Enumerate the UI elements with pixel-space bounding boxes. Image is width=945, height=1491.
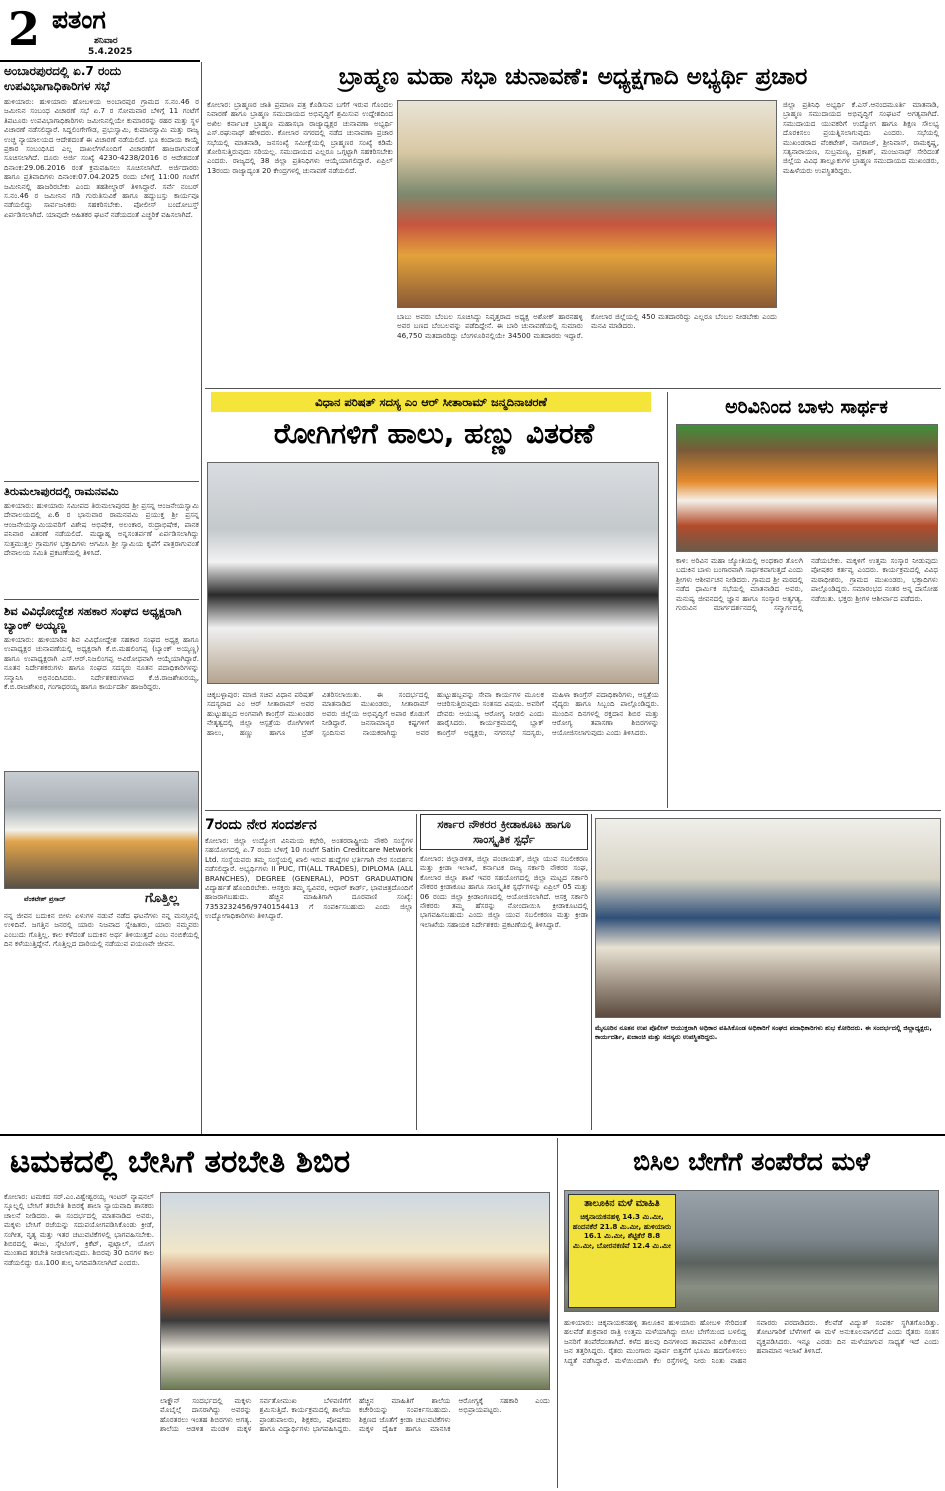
rain-info-box — [568, 1194, 676, 1308]
story-body: ಕಾಳಿ: ಅರಿವಿನ ಮಹಾ ಜ್ಯೋತಿಯಲ್ಲಿ ಅಂಧಕಾರ ತೊಲಗಿ ಬದುಕಿನ ಬಾಳು ಬಂಗಾರವಾಗಿ ಸಾರ್ಥಕವಾಗುತ್ತದೆ ಎಂದು ಶ್ರೀಗಳು ಆಶೀರ್ವಚನ ನೀಡಿದರು. ಗ್ರಾಮದ ಶ್ರೀ ಮಠದಲ್ಲಿ ನಡೆದ ಧಾರ್ಮಿಕ ಸಭೆಯಲ್ಲಿ ಮಾತನಾಡಿದ ಅವರು, ಮನುಷ್ಯ ಜೀವನದಲ್ಲಿ ಜ್ಞಾನ ಹಾಗೂ ಸಂಸ್ಕಾರ ಅತ್ಯಗತ್ಯ. ಗುರುವಿನ ಮಾರ್ಗದರ್ಶನದಲ್ಲಿ ಸನ್ಮಾರ್ಗದಲ್ಲಿ ನಡೆಯಬೇಕು. ಮಕ್ಕಳಿಗೆ ಉತ್ತಮ ಸಂಸ್ಕಾರ ನೀಡುವುದು ಪೋಷಕರ ಕರ್ತವ್ಯ ಎಂದರು. ಕಾರ್ಯಕ್ರಮದಲ್ಲಿ ವಿವಿಧ ಮಠಾಧೀಶರು, ಗ್ರಾಮದ ಮುಖಂಡರು, ಭಕ್ತಾದಿಗಳು ಪಾಲ್ಗೊಂಡಿದ್ದರು. ಸಮಾರಂಭದ ನಂತರ ಅನ್ನ ದಾಸೋಹ ನಡೆಯಿತು. ಭಕ್ತರು ಶ್ರೀಗಳ ಆಶೀರ್ವಾದ ಪಡೆದರು. — [676, 556, 938, 613]
milk-story — [205, 392, 663, 808]
column-divider — [591, 814, 592, 1130]
story-body: ಕೋಲಾರ: ಟಮಕದ ಸರ್.ಎಂ.ವಿಶ್ವೇಶ್ವರಯ್ಯ ಇಂಟರ್ ನ್ಯಾಷನಲ್ ಸ್ಕೂಲ್ನಲ್ಲಿ ಬೇಸಿಗೆ ತರಬೇತಿ ಶಿಬಿರಕ್ಕೆ ಶಾಲಾ ನ್ಯಾಯವಾದಿ ಶಾಸಕರು ಚಾಲನೆ ನೀಡಿದರು. ಈ ಸಂದರ್ಭದಲ್ಲಿ ಮಾತನಾಡಿದ ಅವರು, ಮಕ್ಕಳು ಬೇಸಿಗೆ ರಜೆಯನ್ನು ಸದುಪಯೋಗಪಡಿಸಿಕೊಂಡು ಕ್ರೀಡೆ, ಸಂಗೀತ, ನೃತ್ಯ ಮತ್ತು ಇತರ ಚಟುವಟಿಕೆಗಳಲ್ಲಿ ಭಾಗವಹಿಸಬೇಕು. ಶಿಬಿರದಲ್ಲಿ ಈಜು, ಸ್ಕೇಟಿಂಗ್, ಕ್ರಿಕೆಟ್, ಫುಟ್ಬಾಲ್, ಯೋಗ ಮುಂತಾದ ತರಬೇತಿ ನೀಡಲಾಗುವುದು. ಶಿಬಿರವು 30 ದಿನಗಳ ಕಾಲ ನಡೆಯಲಿದ್ದು ರೂ.100 ಶುಲ್ಕ ನಿಗದಿಪಡಿಸಲಾಗಿದೆ ಎಂದರು. — [4, 1192, 154, 1267]
office-photo-block — [595, 814, 941, 1130]
news-photo — [160, 1192, 550, 1390]
news-photo — [207, 462, 659, 684]
divider — [205, 810, 941, 811]
headline: 7ರಂದು ನೇರ ಸಂದರ್ಶನ — [205, 817, 317, 833]
story-body: ಹುಳಿಯಾರು: ಹುಳಿಯಾರು ಹೋಬಳಿಯ ಅಂಬಾರಪುರ ಗ್ರಾಮದ ಸ.ನಂ.46 ರ ಜಮೀನಿನ ಸಂಬಂಧ ವಿಚಾರಣೆ ಸಭೆ ಏ.7 ರ ಸೋಮವಾರ ಬೆಳಿಗ್ಗೆ 11 ಗಂಟೆಗೆ ತಿಪಟೂರು ಉಪವಿಭಾಗಾಧಿಕಾರಿಗಳು ಜಮೀನಿನಲ್ಲಿಯೇ ಕುಮಾರರನ್ನು ಠಹರ ಮತ್ತು ಸ್ಥಳ ವಿಚಾರಣೆ ನಡೆಸಲಿದ್ದಾರೆ. ಸಿದ್ದಲಿಂಗೇಗೌಡ, ಪ್ರಭುಸ್ವಾಮಿ, ಕುಮಾರಸ್ವಾಮಿ ಮತ್ತು ರಾಜ್ಯ ಉಚ್ಚ ನ್ಯಾಯಾಲಯದ ಆದೇಶದಂತೆ ಈ ವಿಚಾರಣೆ ನಡೆಯಲಿದೆ. ಭೂ ಕಂದಾಯ ಕಾಯ್ದೆ ಪ್ರಕಾರ ಸಂಬಂಧಿಸಿದ ಎಲ್ಲ ದಾಖಲೆಗಳೊಂದಿಗೆ ವಿಚಾರಣೆಗೆ ಹಾಜರಾಗುವಂತೆ ಸೂಚಿಸಲಾಗಿದೆ. ದೂರು ಅರ್ಜಿ ಸಂಖ್ಯೆ 4230-4238/2016 ರ ಆದೇಶದಂತೆ ದಿನಾಂಕ:29.06.2016 ರಂತೆ ಕ್ರಮವಹಿಸಲು ಸೂಚಿಸಲಾಗಿದೆ. ಅರ್ಜಿದಾರರು ಹಾಗೂ ಪ್ರತಿವಾದಿಗಳು ದಿನಾಂಕ:07.04.2025 ರಂದು ಬೆಳಿಗ್ಗೆ 11:00 ಗಂಟೆಗೆ ಜಮೀನಿನಲ್ಲಿ ಹಾಜರಿರಬೇಕು ಎಂದು ತಹಶೀಲ್ದಾರ್ ತಿಳಿಸಿದ್ದಾರೆ. ಸರ್ವೆ ನಂಬರ್ ಸ.ನಂ.46 ರ ಜಮೀನಿನ ಗಡಿ ಗುರುತಿಸುವಿಕೆ ಹಾಗೂ ಹದ್ದುಬಸ್ತು ಕಾರ್ಯವೂ ನಡೆಯಲಿದ್ದು ಸಾರ್ವಜನಿಕರು ಸಹಕರಿಸಬೇಕು. ಪೋಲೀಸ್ ಬಂದೋಬಸ್ತ್ ಏರ್ಪಡಿಸಲಾಗಿದೆ. ಯಾವುದೇ ಅಹಿತಕರ ಘಟನೆ ನಡೆಯದಂತೆ ಎಚ್ಚರಿಕೆ ವಹಿಸಲಾಗಿದೆ. — [4, 97, 199, 219]
left-column — [4, 64, 199, 1134]
info-body: ಚಿಕ್ಕನಾಯಕನಹಳ್ಳಿ 14.3 ಮಿ.ಮೀ, ಹಂದನಕೆರೆ 21.8 ಮಿ.ಮೀ, ಹುಳಿಯಾರು 16.1 ಮಿ.ಮೀ, ಶೆಟ್ಟಿಕೆರೆ 8.8 ಮಿ.ಮೀ, ಬೋರನಕಣಿವೆ 12.4 ಮಿ.ಮೀ — [572, 1212, 672, 1250]
divider — [0, 1134, 945, 1136]
story-body: ಕೋಲಾರ: ಜಿಲ್ಲಾ ಉದ್ಯೋಗ ವಿನಿಮಯ ಕಛೇರಿ, ಅಂತರರಾಷ್ಟ್ರೀಯ ನೌಕರಿ ಸಂಸ್ಥೆಗಳ ಸಹಯೋಗದಲ್ಲಿ ಏ.7 ರಂದು ಬೆಳಿಗ್ಗೆ 10 ಗಂಟೆಗೆ Satin Creditcare Network Ltd. ಸಂಸ್ಥೆಯವರು ತಮ್ಮ ಸಂಸ್ಥೆಯಲ್ಲಿ ಖಾಲಿ ಇರುವ ಹುದ್ದೆಗಳ ಭರ್ತಿಗಾಗಿ ನೇರ ಸಂದರ್ಶನ ನಡೆಸಲಿದ್ದಾರೆ. ಅಭ್ಯರ್ಥಿಗಳು II PUC, ITI(ALL TRADES), DIPLOMA (ALL BRANCHES), DEGREE (GENERAL), POST GRADUATION ವಿದ್ಯಾರ್ಹತೆ ಹೊಂದಿರಬೇಕು. ಆಸಕ್ತರು ತಮ್ಮ ಸ್ವವಿವರ, ಆಧಾರ್ ಕಾರ್ಡ್, ಭಾವಚಿತ್ರದೊಂದಿಗೆ ಹಾಜರಾಗಬಹುದು. ಹೆಚ್ಚಿನ ಮಾಹಿತಿಗಾಗಿ ದೂರವಾಣಿ ಸಂಖ್ಯೆ: 7353232456/9740154413 ಗೆ ಸಂಪರ್ಕಿಸಬಹುದು ಎಂದು ಜಿಲ್ಲಾ ಉದ್ಯೋಗಾಧಿಕಾರಿಗಳು ತಿಳಿಸಿದ್ದಾರೆ. — [205, 836, 413, 921]
divider — [4, 481, 199, 482]
story-body: ಬಾಬು ಅವರು ಬೆಂಬಲ ಸೂಚಿಸಿದ್ದು ನಿವೃತ್ತರಾದ ಅಧ್ಯಕ್ಷ ಅಶೋಕ್ ಹಾರನಹಳ್ಳಿ ಅವರ ಬಣದ ಬೆಂಬಲವನ್ನು ಪಡೆದಿದ್ದೇನೆ. ಈ ಬಾರಿ ಚುನಾವಣೆಯಲ್ಲಿ ಸುಮಾರು 46,750 ಮತದಾರರಿದ್ದು ಬೆಂಗಳೂರಿನಲ್ಲಿಯೇ 34500 ಮತದಾರರು ಇದ್ದಾರೆ. ಕೋಲಾರ ಜಿಲ್ಲೆಯಲ್ಲಿ 450 ಮತದಾರರಿದ್ದು ಎಲ್ಲರೂ ಬೆಂಬಲ ನೀಡಬೇಕು ಎಂದು ಮನವಿ ಮಾಡಿದರು. — [397, 312, 777, 340]
photo-caption: ಮೈಸೂರಿನ ನೂತನ ಉಪ ಪೊಲೀಸ್ ಆಯುಕ್ತರಾಗಿ ಅಧಿಕಾರ ವಹಿಸಿಕೊಂಡ ಅಧಿಕಾರಿಗೆ ಸಂಘದ ಪದಾಧಿಕಾರಿಗಳು ಶುಭ ಕೋರಿದರು. ಈ ಸಂದರ್ಭದಲ್ಲಿ ಜಿಲ್ಲಾಧ್ಯಕ್ಷರು, ಕಾರ್ಯದರ್ಶಿ, ಖಜಾಂಚಿ ಮತ್ತು ಸದಸ್ಯರು ಉಪಸ್ಥಿತರಿದ್ದರು. — [595, 1024, 932, 1041]
news-photo — [595, 818, 941, 1018]
story-headline: ಅಂಬಾರಪುರದಲ್ಲಿ ಏ.7 ರಂದು ಉಪವಿಭಾಗಾಧಿಕಾರಿಗಳ ಸಭೆ — [4, 64, 122, 93]
masthead-title: ಪತಂಗ — [52, 5, 106, 34]
masthead-day: ಶನಿವಾರ — [94, 36, 118, 46]
story-body: ಹುಳಿಯಾರು: ಹುಳಿಯಾರು ಸಮೀಪದ ತಿರುಮಲಾಪುರದ ಶ್ರೀ ಪ್ರಸನ್ನ ಆಂಜನೇಯಸ್ವಾಮಿ ದೇವಾಲಯದಲ್ಲಿ ಏ.6 ರ ಭಾನುವಾರ ರಾಮನವಮಿ ಪ್ರಯುಕ್ತ ಶ್ರೀ ಪ್ರಸನ್ನ ಆಂಜನೇಯಸ್ವಾಮಿಯವರಿಗೆ ವಿಶೇಷ ಅಭಿಷೇಕ, ಅಲಂಕಾರ, ರುದ್ರಾಭಿಷೇಕ, ಪಾನಕ ಪನಿವಾರ ವಿತರಣೆ ನಡೆಯಲಿದೆ. ಮಧ್ಯಾಹ್ನ ಅನ್ನಸಂತರ್ಪಣೆ ಏರ್ಪಡಿಸಲಾಗಿದ್ದು ಸುತ್ತಮುತ್ತಲ ಗ್ರಾಮಗಳ ಭಕ್ತಾದಿಗಳು ಆಗಮಿಸಿ ಶ್ರೀ ಸ್ವಾಮಿಯ ಕೃಪೆಗೆ ಪಾತ್ರರಾಗುವಂತೆ ದೇವಾಲಯ ಸಮಿತಿ ಪ್ರಕಟಣೆಯಲ್ಲಿ ತಿಳಿಸಿದೆ. — [4, 501, 199, 558]
story-body: ಜಿಲ್ಲಾ ಪ್ರತಿನಿಧಿ ಅಭ್ಯರ್ಥಿ ಕೆ.ಎಸ್.ಆನಂದಮೂರ್ತಿ ಮಾತನಾಡಿ, ಬ್ರಾಹ್ಮಣ ಸಮುದಾಯದ ಅಭಿವೃದ್ಧಿಗೆ ಸಂಘಟನೆ ಅಗತ್ಯವಾಗಿದೆ. ಸಮುದಾಯದ ಯುವಕರಿಗೆ ಉದ್ಯೋಗ ಹಾಗೂ ಶಿಕ್ಷಣ ಸೌಲಭ್ಯ ದೊರಕಿಸಲು ಪ್ರಯತ್ನಿಸಲಾಗುವುದು ಎಂದರು. ಸಭೆಯಲ್ಲಿ ಮುಖಂಡರಾದ ವೆಂಕಟೇಶ್, ನಾಗರಾಜ್, ಶ್ರೀನಿವಾಸ್, ರಾಮಕೃಷ್ಣ, ಸತ್ಯನಾರಾಯಣ, ಸುಬ್ರಮಣ್ಯ, ಪ್ರಕಾಶ್, ಮಂಜುನಾಥ್ ಸೇರಿದಂತೆ ಜಿಲ್ಲೆಯ ವಿವಿಧ ತಾಲ್ಲೂಕುಗಳ ಬ್ರಾಹ್ಮಣ ಸಮುದಾಯದ ಮುಖಂಡರು, ಮಹಿಳೆಯರು ಉಪಸ್ಥಿತರಿದ್ದರು. — [783, 100, 939, 175]
headline: ಬಿಸಿಲ ಬೇಗೆಗೆ ತಂಪೆರೆದ ಮಳೆ — [633, 1147, 870, 1176]
rain-story — [562, 1138, 941, 1488]
headline: ಬ್ರಾಹ್ಮಣ ಮಹಾ ಸಭಾ ಚುನಾವಣೆ: ಅಧ್ಯಕ್ಷಗಾದಿ ಅಭ್ಯರ್ಥಿ ಪ್ರಚಾರ — [338, 64, 808, 90]
headline: ರೋಗಿಗಳಿಗೆ ಹಾಲು, ಹಣ್ಣು ವಿತರಣೆ — [273, 417, 595, 450]
headline: ಅರಿವಿನಿಂದ ಬಾಳು ಸಾರ್ಥಕ — [725, 396, 888, 418]
top-story — [205, 60, 941, 386]
story-body: ಹುಳಿಯಾರು: ಚಿಕ್ಕನಾಯಕನಹಳ್ಳಿ ತಾಲೂಕಿನ ಹುಳಿಯಾರು ಹೋಬಳಿ ಸೇರಿದಂತೆ ಹಲವೆಡೆ ಶುಕ್ರವಾರ ರಾತ್ರಿ ಉತ್ತಮ ಮಳೆಯಾಗಿದ್ದು ಬಿಸಿಲ ಬೇಗೆಯಿಂದ ಬಳಲಿದ್ದ ಜನರಿಗೆ ತಂಪೆರೆದಂತಾಗಿದೆ. ಕಳೆದ ಹಲವು ದಿನಗಳಿಂದ ತಾಪಮಾನ ಏರಿಕೆಯಿಂದ ಜನ ತತ್ತರಿಸಿದ್ದರು. ರೈತರು ಮುಂಗಾರು ಪೂರ್ವ ಬಿತ್ತನೆಗೆ ಭೂಮಿ ಹದಗೊಳಿಸಲು ಸಿದ್ಧತೆ ನಡೆಸಿದ್ದಾರೆ. ಮಳೆಯಿಂದಾಗಿ ಕೆಲ ರಸ್ತೆಗಳಲ್ಲಿ ನೀರು ನಿಂತು ವಾಹನ ಸವಾರರು ಪರದಾಡಿದರು. ಕೆಲವೆಡೆ ವಿದ್ಯುತ್ ಸಂಪರ್ಕ ಸ್ಥಗಿತಗೊಂಡಿತ್ತು. ತೋಟಗಾರಿಕೆ ಬೆಳೆಗಳಿಗೆ ಈ ಮಳೆ ಅನುಕೂಲವಾಗಲಿದೆ ಎಂದು ರೈತರು ಸಂತಸ ವ್ಯಕ್ತಪಡಿಸಿದರು. ಇನ್ನೂ ಎರಡು ದಿನ ಮಳೆಯಾಗುವ ಸಾಧ್ಯತೆ ಇದೆ ಎಂದು ಹವಾಮಾನ ಇಲಾಖೆ ತಿಳಿಸಿದೆ. — [564, 1318, 939, 1365]
page-number: 2 — [8, 3, 41, 56]
story-headline: ಶಿವ ವಿವಿಧೋದ್ದೇಶ ಸಹಕಾರ ಸಂಘದ ಅಧ್ಯಕ್ಷರಾಗಿ ಬ್ಯಾಂಕ್ ಅಯ್ಯಣ್ಣ — [4, 604, 182, 632]
column-divider — [667, 392, 668, 808]
story-body: ಲಾಕ್ಡೌನ್ ಸಂದರ್ಭದಲ್ಲಿ ಮಕ್ಕಳು ಮೊಬೈಲ್ಗೆ ದಾಸರಾಗಿದ್ದು ಅವರನ್ನು ಹೊರತರಲು ಇಂತಹ ಶಿಬಿರಗಳು ಅಗತ್ಯ. ಶಾಲೆಯ ಆಡಳಿತ ಮಂಡಳಿ ಮಕ್ಕಳ ಸರ್ವತೋಮುಖ ಬೆಳವಣಿಗೆಗೆ ಶ್ರಮಿಸುತ್ತಿದೆ. ಕಾರ್ಯಕ್ರಮದಲ್ಲಿ ಶಾಲೆಯ ಪ್ರಾಂಶುಪಾಲರು, ಶಿಕ್ಷಕರು, ಪೋಷಕರು ಹಾಗೂ ವಿದ್ಯಾರ್ಥಿಗಳು ಭಾಗವಹಿಸಿದ್ದರು. ಹೆಚ್ಚಿನ ಮಾಹಿತಿಗೆ ಶಾಲೆಯ ಕಚೇರಿಯನ್ನು ಸಂಪರ್ಕಿಸಬಹುದು. ಶಿಕ್ಷಣದ ಜೊತೆಗೆ ಕ್ರೀಡಾ ಚಟುವಟಿಕೆಗಳು ಮಕ್ಕಳ ದೈಹಿಕ ಹಾಗೂ ಮಾನಸಿಕ ಆರೋಗ್ಯಕ್ಕೆ ಸಹಕಾರಿ ಎಂದು ಅಭಿಪ್ರಾಯಪಟ್ಟರು. — [160, 1396, 550, 1434]
news-photo — [4, 771, 199, 889]
story-headline: ಗೊತ್ತಿಲ್ಲ — [145, 891, 179, 906]
story-body: ಕೋಲಾರ: ಜಿಲ್ಲಾಡಳಿತ, ಜಿಲ್ಲಾ ಪಂಚಾಯತ್, ಜಿಲ್ಲಾ ಯುವ ಸಬಲೀಕರಣ ಮತ್ತು ಕ್ರೀಡಾ ಇಲಾಖೆ, ಕರ್ನಾಟಕ ರಾಜ್ಯ ಸರ್ಕಾರಿ ನೌಕರರ ಸಂಘ, ಕೋಲಾರ ಜಿಲ್ಲಾ ಶಾಖೆ ಇವರ ಸಹಯೋಗದಲ್ಲಿ ಜಿಲ್ಲಾ ಮಟ್ಟದ ಸರ್ಕಾರಿ ನೌಕರರ ಕ್ರೀಡಾಕೂಟ ಹಾಗೂ ಸಾಂಸ್ಕೃತಿಕ ಸ್ಪರ್ಧೆಗಳನ್ನು ಏಪ್ರಿಲ್ 05 ಮತ್ತು 06 ರಂದು ಜಿಲ್ಲಾ ಕ್ರೀಡಾಂಗಣದಲ್ಲಿ ಆಯೋಜಿಸಲಾಗಿದೆ. ಆಸಕ್ತ ಸರ್ಕಾರಿ ನೌಕರರು ತಮ್ಮ ಹೆಸರನ್ನು ನೋಂದಾಯಿಸಿ ಕ್ರೀಡಾಕೂಟದಲ್ಲಿ ಭಾಗವಹಿಸಬಹುದು ಎಂದು ಜಿಲ್ಲಾ ಯುವ ಸಬಲೀಕರಣ ಮತ್ತು ಕ್ರೀಡಾ ಇಲಾಖೆಯ ಸಹಾಯಕ ನಿರ್ದೇಶಕರು ಪ್ರಕಟಣೆಯಲ್ಲಿ ತಿಳಿಸಿದ್ದಾರೆ. — [420, 854, 588, 929]
photo-caption: ವೆಂಕಟೇಶ್ ಪ್ರಸಾದ್ — [24, 895, 66, 903]
news-photo — [676, 424, 938, 552]
info-title: ತಾಲೂಕಿನ ಮಳೆ ಮಾಹಿತಿ — [584, 1198, 660, 1209]
photo-caption-row — [4, 891, 199, 909]
story-headline: ತಿರುಮಲಾಪುರದಲ್ಲಿ ರಾಮನವಮಿ — [4, 485, 119, 498]
story-body: ಹುಳಿಯಾರು: ಹುಳಿಯಾರಿನ ಶಿವ ವಿವಿಧೋದ್ದೇಶ ಸಹಕಾರ ಸಂಘದ ಅಧ್ಯಕ್ಷ ಹಾಗೂ ಉಪಾಧ್ಯಕ್ಷರ ಚುನಾವಣೆಯಲ್ಲಿ ಅಧ್ಯಕ್ಷರಾಗಿ ಕೆ.ಬಿ.ಮಹಲಿಂಗಪ್ಪ (ಬ್ಯಾಂಕ್ ಅಯ್ಯಣ್ಣ) ಹಾಗೂ ಉಪಾಧ್ಯಕ್ಷರಾಗಿ ಎಸ್.ಆರ್.ನಿಜಲಿಂಗಪ್ಪ ಅವಿರೋಧವಾಗಿ ಆಯ್ಕೆಯಾಗಿದ್ದಾರೆ. ನೂತನ ನಿರ್ದೇಶಕರುಗಳು ಹಾಗೂ ಸಂಘದ ಸದಸ್ಯರು ನೂತನ ಪದಾಧಿಕಾರಿಗಳನ್ನು ಸನ್ಮಾನಿಸಿ ಅಭಿನಂದಿಸಿದರು. ನಿರ್ದೇಶಕರುಗಳಾದ ಕೆ.ಜಿ.ರಾಜಶೇಖರಯ್ಯ, ಕೆ.ಬಿ.ರಾಜಶೇಖರ, ಗಂಗಾಧರಯ್ಯ ಹಾಗೂ ಕಾರ್ಯದರ್ಶಿ ಹಾಜರಿದ್ದರು. — [4, 635, 199, 692]
story-body: ಕೋಲಾರ: ಬ್ರಾಹ್ಮಣರ ಜಾತಿ ಪ್ರಮಾಣ ಪತ್ರ ಕೊಡಿಸುವ ಬಗೆಗೆ ಇರುವ ಗೊಂದಲ ನಿವಾರಣೆ ಹಾಗೂ ಬ್ರಾಹ್ಮಣ ಸಮುದಾಯದ ಅಭಿವೃದ್ಧಿಗೆ ಶ್ರಮಿಸುವ ಉದ್ದೇಶದಿಂದ ಅಖಿಲ ಕರ್ನಾಟಕ ಬ್ರಾಹ್ಮಣ ಮಹಾಸಭಾ ರಾಜ್ಯಾಧ್ಯಕ್ಷರ ಚುನಾವಣಾ ಅಭ್ಯರ್ಥಿ ಎಸ್.ರಘುನಾಥ್ ಹೇಳಿದರು. ಕೋಲಾರ ನಗರದಲ್ಲಿ ನಡೆದ ಚುನಾವಣಾ ಪ್ರಚಾರ ಸಭೆಯಲ್ಲಿ ಮಾತನಾಡಿ, ಜನಸಂಖ್ಯೆ ಸಮೀಕ್ಷೆಯಲ್ಲಿ ಬ್ರಾಹ್ಮಣರ ಸಂಖ್ಯೆ ಕಡಿಮೆ ತೋರಿಸುತ್ತಿರುವುದು ಸರಿಯಲ್ಲ. ಸಮುದಾಯದ ಎಲ್ಲರೂ ಒಗ್ಗಟ್ಟಾಗಿ ಸಹಕರಿಸಬೇಕು ಎಂದರು. ರಾಜ್ಯದಲ್ಲಿ 38 ಜಿಲ್ಲಾ ಪ್ರತಿನಿಧಿಗಳು ಆಯ್ಕೆಯಾಗಲಿದ್ದಾರೆ. ಏಪ್ರಿಲ್ 13ರಂದು ರಾಜ್ಯಾದ್ಯಂತ 20 ಕೇಂದ್ರಗಳಲ್ಲಿ ಚುನಾವಣೆ ನಡೆಯಲಿದೆ. — [207, 100, 393, 175]
kicker: ವಿಧಾನ ಪರಿಷತ್ ಸದಸ್ಯ ಎಂ ಆರ್ ಸೀತಾರಾಮ್ ಜನ್ಮದಿನಾಚರಣೆ — [211, 392, 651, 412]
column-divider — [557, 1138, 558, 1488]
headline: ಟಮಕದಲ್ಲಿ ಬೇಸಿಗೆ ತರಬೇತಿ ಶಿಬಿರ — [10, 1144, 351, 1180]
story-body: ಚಿಕ್ಕಬಳ್ಳಾಪುರ: ಮಾಜಿ ಸಚಿವ ವಿಧಾನ ಪರಿಷತ್ ಸದಸ್ಯರಾದ ಎಂ ಆರ್ ಸೀತಾರಾಮ್ ಅವರ ಹುಟ್ಟುಹಬ್ಬದ ಅಂಗವಾಗಿ ಕಾಂಗ್ರೆಸ್ ಮುಖಂಡರ ನೇತೃತ್ವದಲ್ಲಿ ಜಿಲ್ಲಾ ಆಸ್ಪತ್ರೆಯ ರೋಗಿಗಳಿಗೆ ಹಾಲು, ಹಣ್ಣು ಹಾಗೂ ಬ್ರೆಡ್ ವಿತರಿಸಲಾಯಿತು. ಈ ಸಂದರ್ಭದಲ್ಲಿ ಮಾತನಾಡಿದ ಮುಖಂಡರು, ಸೀತಾರಾಮ್ ಅವರು ಜಿಲ್ಲೆಯ ಅಭಿವೃದ್ಧಿಗೆ ಅಪಾರ ಕೊಡುಗೆ ನೀಡಿದ್ದಾರೆ. ಜನಸಾಮಾನ್ಯರ ಕಷ್ಟಗಳಿಗೆ ಸ್ಪಂದಿಸುವ ನಾಯಕರಾಗಿದ್ದು ಅವರ ಹುಟ್ಟುಹಬ್ಬವನ್ನು ಸೇವಾ ಕಾರ್ಯಗಳ ಮೂಲಕ ಆಚರಿಸುತ್ತಿರುವುದು ಸಂತಸದ ವಿಷಯ. ಅವರಿಗೆ ದೇವರು ಆಯುಷ್ಯ ಆರೋಗ್ಯ ನೀಡಲಿ ಎಂದು ಹಾರೈಸಿದರು. ಕಾರ್ಯಕ್ರಮದಲ್ಲಿ ಬ್ಲಾಕ್ ಕಾಂಗ್ರೆಸ್ ಅಧ್ಯಕ್ಷರು, ನಗರಸಭೆ ಸದಸ್ಯರು, ಮಹಿಳಾ ಕಾಂಗ್ರೆಸ್ ಪದಾಧಿಕಾರಿಗಳು, ಆಸ್ಪತ್ರೆಯ ವೈದ್ಯರು ಹಾಗೂ ಸಿಬ್ಬಂದಿ ಪಾಲ್ಗೊಂಡಿದ್ದರು. ಮುಂದಿನ ದಿನಗಳಲ್ಲಿ ರಕ್ತದಾನ ಶಿಬಿರ ಮತ್ತು ಆರೋಗ್ಯ ತಪಾಸಣಾ ಶಿಬಿರಗಳನ್ನು ಆಯೋಜಿಸಲಾಗುವುದು ಎಂದು ತಿಳಿಸಿದರು. — [207, 690, 659, 737]
sports-story — [420, 814, 588, 1130]
masthead-date: 5.4.2025 — [88, 47, 133, 57]
masthead-rule — [0, 60, 200, 62]
job-story — [205, 814, 413, 1130]
child-story — [672, 392, 941, 808]
story-body: ನನ್ನ ಜೀವನ ಬದುಕಿನ ಬೀಳು ಏಳುಗಳ ನಡುವೆ ನಡೆದ ಘಟನೆಗಳು ನನ್ನ ಮನಸ್ಸಿನಲ್ಲಿ ಉಳಿದಿವೆ. ಜಗತ್ತಿನ ಜನರಲ್ಲಿ ಯಾರು ನಿಜವಾದ ಸ್ನೇಹಿತರು, ಯಾರು ನಮ್ಮವರು ಎಂಬುದು ಗೊತ್ತಿಲ್ಲ. ಕಾಲ ಕಳೆದಂತೆ ಬದುಕಿನ ಅರ್ಥ ತಿಳಿಯುತ್ತದೆ ಎಂಬ ನಂಬಿಕೆಯಲ್ಲಿ ದಿನ ಕಳೆಯುತ್ತಿದ್ದೇನೆ. ಗೊತ್ತಿಲ್ಲದ ದಾರಿಯಲ್ಲಿ ನಡೆಯುವ ಪಯಣವೇ ಜೀವನ. — [4, 911, 199, 949]
column-divider — [416, 814, 417, 1130]
divider — [205, 388, 941, 389]
masthead — [4, 3, 194, 59]
column-divider — [201, 62, 202, 1134]
news-photo — [397, 100, 777, 308]
camp-story — [4, 1138, 552, 1488]
divider — [4, 599, 199, 600]
headline: ಸರ್ಕಾರ ನೌಕರರ ಕ್ರೀಡಾಕೂಟ ಹಾಗೂ ಸಾಂಸ್ಕೃತಿಕ ಸ್ಪರ್ಧೆ — [420, 814, 588, 850]
